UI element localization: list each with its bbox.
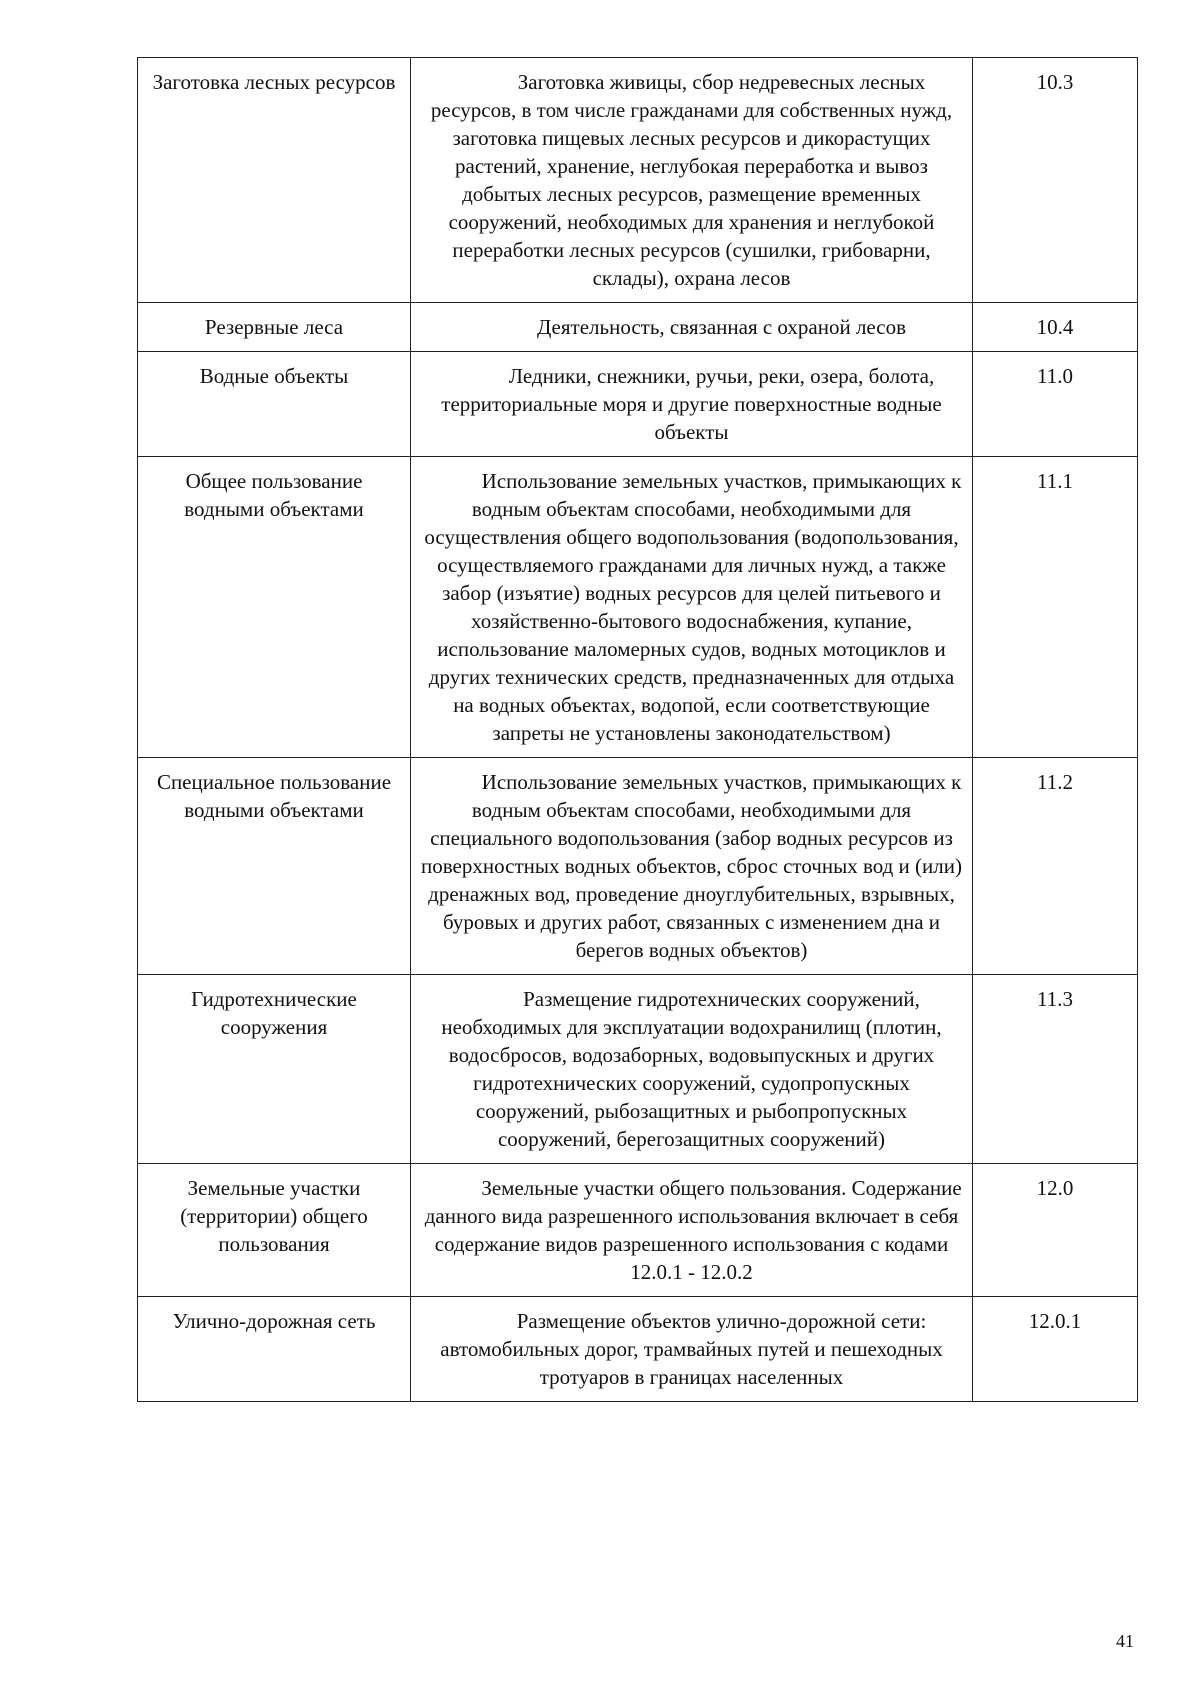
- use-description-cell: Заготовка живицы, сбор недревесных лесных ресурсов, в том числе гражданами для собственных нужд, заготовка пищевых лесных ресурсов и дикорастущих растений, хранение, неглубокая переработка и вывоз добытых лесных ресурсов, размещение временных сооружений, необходимых для хранения и неглубокой переработки лесных ресурсов (сушилки, грибоварни, склады), охрана лесов: [411, 58, 973, 303]
- table-row: [138, 975, 1138, 1164]
- use-code-cell: 12.0.1: [973, 1297, 1138, 1402]
- use-description-cell: Использование земельных участков, примыкающих к водным объектам способами, необходимыми для осуществления общего водопользования (водопользования, осуществляемого гражданами для личных нужд, а также забор (изъятие) водных ресурсов для целей питьевого и хозяйственно-бытового водоснабжения, купание, использование маломерных судов, водных мотоциклов и других технических средств, предназначенных для отдыха на водных объектах, водопой, если соответствующие запреты не установлены законодательством): [411, 457, 973, 758]
- use-name-cell: Специальное пользование водными объектами: [138, 758, 411, 975]
- table-row: [138, 303, 1138, 352]
- use-code-cell: 11.1: [973, 457, 1138, 758]
- use-name-cell: Земельные участки (территории) общего пользования: [138, 1164, 411, 1297]
- use-code-cell: 11.3: [973, 975, 1138, 1164]
- use-name-cell: Улично-дорожная сеть: [138, 1297, 411, 1402]
- use-name-cell: Водные объекты: [138, 352, 411, 457]
- use-description-cell: Использование земельных участков, примыкающих к водным объектам способами, необходимыми для специального водопользования (забор водных ресурсов из поверхностных водных объектов, сброс сточных вод и (или) дренажных вод, проведение дноуглубительных, взрывных, буровых и других работ, связанных с изменением дна и берегов водных объектов): [411, 758, 973, 975]
- land-use-table: [137, 57, 1138, 1402]
- use-name-cell: Гидротехнические сооружения: [138, 975, 411, 1164]
- table-row: [138, 352, 1138, 457]
- page-number: 41: [1116, 1631, 1134, 1651]
- table-row: [138, 758, 1138, 975]
- use-description-cell: Земельные участки общего пользования. Содержание данного вида разрешенного использования включает в себя содержание видов разрешенного использования с кодами 12.0.1 - 12.0.2: [411, 1164, 973, 1297]
- table-row: [138, 457, 1138, 758]
- use-description-cell: Деятельность, связанная с охраной лесов: [411, 303, 973, 352]
- table-row: [138, 1297, 1138, 1402]
- table-row: [138, 58, 1138, 303]
- use-code-cell: 10.4: [973, 303, 1138, 352]
- use-description-cell: Размещение гидротехнических сооружений, необходимых для эксплуатации водохранилищ (плотин, водосбросов, водозаборных, водовыпускных и других гидротехнических сооружений, судопропускных сооружений, рыбозащитных и рыбопропускных сооружений, берегозащитных сооружений): [411, 975, 973, 1164]
- use-code-cell: 11.0: [973, 352, 1138, 457]
- use-name-cell: Заготовка лесных ресурсов: [138, 58, 411, 303]
- use-code-cell: 10.3: [973, 58, 1138, 303]
- use-code-cell: 12.0: [973, 1164, 1138, 1297]
- use-name-cell: Резервные леса: [138, 303, 411, 352]
- table-row: [138, 1164, 1138, 1297]
- use-description-cell: Размещение объектов улично-дорожной сети: автомобильных дорог, трамвайных путей и пешеходных тротуаров в границах населенных: [411, 1297, 973, 1402]
- use-description-cell: Ледники, снежники, ручьи, реки, озера, болота, территориальные моря и другие поверхностные водные объекты: [411, 352, 973, 457]
- use-code-cell: 11.2: [973, 758, 1138, 975]
- use-name-cell: Общее пользование водными объектами: [138, 457, 411, 758]
